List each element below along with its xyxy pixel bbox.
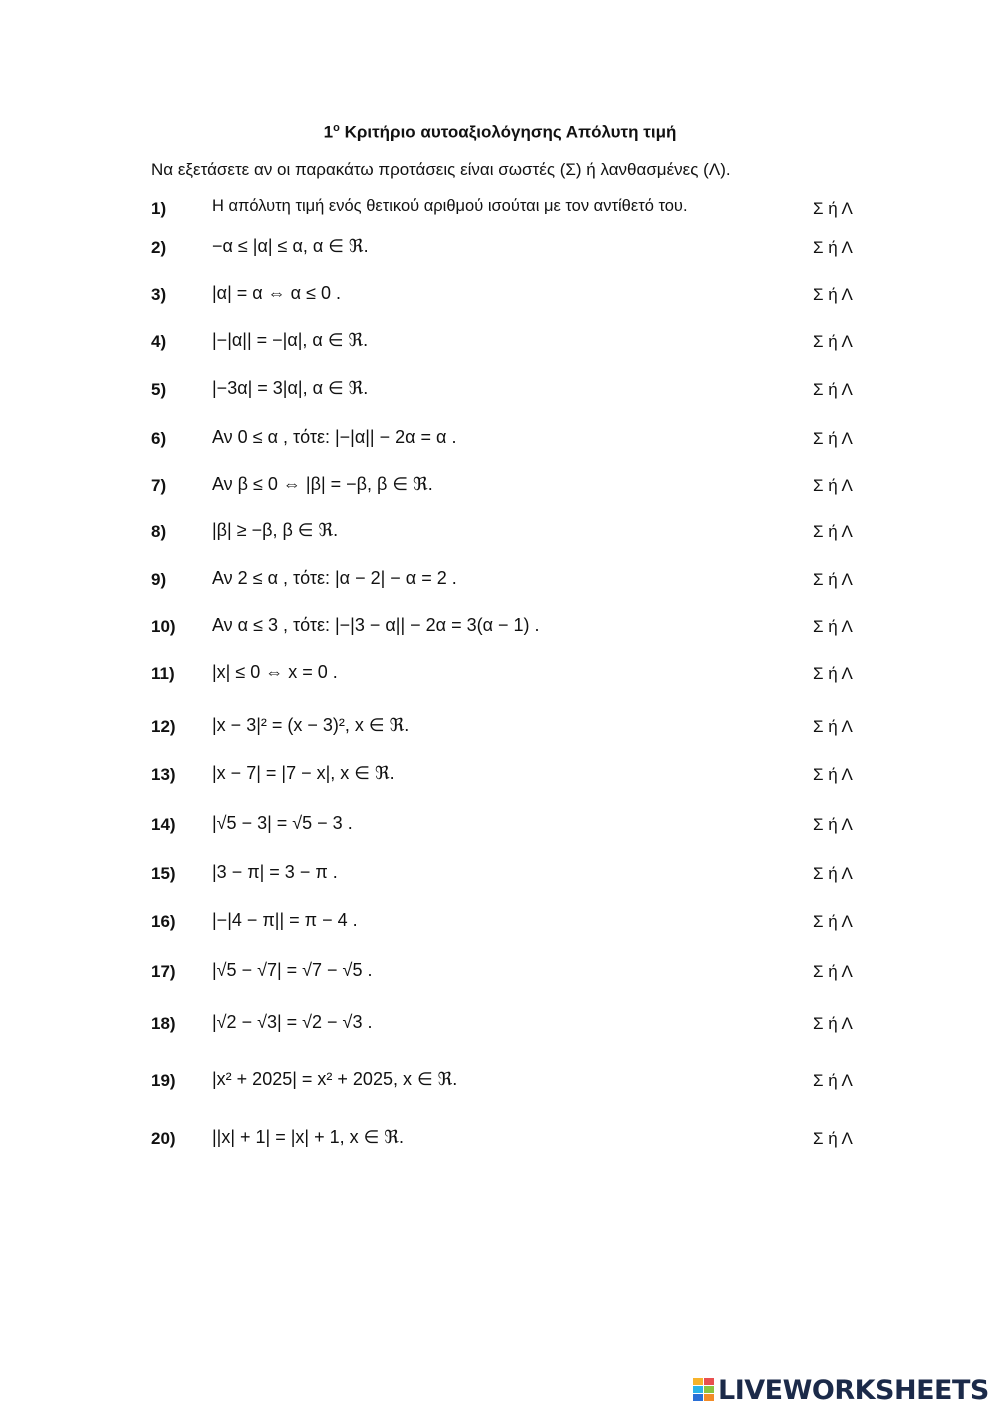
statement-row [0, 859, 1000, 889]
statement-number: 16) [151, 912, 176, 931]
answer-choice[interactable]: Σ ή Λ [813, 962, 853, 981]
title-ordinal: ο [333, 122, 340, 134]
answer-choice[interactable]: Σ ή Λ [813, 199, 853, 218]
statement-text: |α| = α ⇔ α ≤ 0 . [212, 283, 341, 303]
statement-number: 7) [151, 476, 167, 495]
statement-text: |√5 − 3| = √5 − 3 . [212, 813, 353, 833]
statement-number: 3) [151, 285, 167, 304]
statement-text: |√2 − √3| = √2 − √3 . [212, 1012, 373, 1032]
answer-choice[interactable]: Σ ή Λ [813, 1014, 853, 1033]
statement-number: 18) [151, 1014, 176, 1033]
answer-choice[interactable]: Σ ή Λ [813, 570, 853, 589]
statement-number: 20) [151, 1129, 176, 1148]
answer-choice[interactable]: Σ ή Λ [813, 864, 853, 883]
statement-row [0, 517, 1000, 547]
answer-choice[interactable]: Σ ή Λ [813, 1071, 853, 1090]
title-text: Κριτήριο αυτοαξιολόγησης Απόλυτη τιμή [339, 122, 677, 142]
statement-number: 13) [151, 765, 176, 784]
statement-text: |3 − π| = 3 − π . [212, 862, 338, 882]
answer-choice[interactable]: Σ ή Λ [813, 664, 853, 683]
statement-text: |x − 3|² = (x − 3)², x ∈ ℜ. [212, 715, 410, 735]
statement-text: Αν 0 ≤ α , τότε: |−|α|| − 2α = α . [212, 427, 457, 447]
statement-text: |β| ≥ −β, β ∈ ℜ. [212, 520, 339, 540]
answer-choice[interactable]: Σ ή Λ [813, 815, 853, 834]
statement-number: 6) [151, 429, 167, 448]
answer-choice[interactable]: Σ ή Λ [813, 765, 853, 784]
statement-text: |x − 7| = |7 − x|, x ∈ ℜ. [212, 763, 395, 783]
answer-choice[interactable]: Σ ή Λ [813, 285, 853, 304]
statement-row [0, 612, 1000, 642]
statement-text: |−3α| = 3|α|, α ∈ ℜ. [212, 378, 369, 398]
statement-number: 14) [151, 815, 176, 834]
statement-row [0, 712, 1000, 742]
statement-number: 1) [151, 199, 167, 218]
statement-number: 11) [151, 664, 175, 683]
statement-row [0, 760, 1000, 790]
statement-text: |√5 − √7| = √7 − √5 . [212, 960, 373, 980]
answer-choice[interactable]: Σ ή Λ [813, 912, 853, 931]
statement-number: 17) [151, 962, 176, 981]
statement-text: |−|α|| = −|α|, α ∈ ℜ. [212, 330, 369, 350]
statement-number: 4) [151, 332, 167, 351]
liveworksheets-logo-icon [693, 1378, 715, 1402]
statement-row [0, 1124, 1000, 1154]
answer-choice[interactable]: Σ ή Λ [813, 617, 853, 636]
statement-number: 12) [151, 717, 176, 736]
statement-number: 9) [151, 570, 167, 589]
statement-row [0, 471, 1000, 501]
statement-row [0, 810, 1000, 840]
statement-number: 5) [151, 380, 167, 399]
statement-row [0, 1066, 1000, 1096]
statement-text: ||x| + 1| = |x| + 1, x ∈ ℜ. [212, 1127, 404, 1147]
statement-row [0, 565, 1000, 595]
answer-choice[interactable]: Σ ή Λ [813, 1129, 853, 1148]
statement-number: 8) [151, 522, 167, 541]
statement-number: 19) [151, 1071, 176, 1090]
footer-logo [693, 1374, 989, 1406]
statement-text: |x| ≤ 0 ⇔ x = 0 . [212, 662, 338, 682]
statement-row [0, 1009, 1000, 1039]
answer-choice[interactable]: Σ ή Λ [813, 476, 853, 495]
statement-number: 15) [151, 864, 176, 883]
statement-row [0, 194, 1000, 224]
answer-choice[interactable]: Σ ή Λ [813, 380, 853, 399]
statement-text: Αν β ≤ 0 ⇔ |β| = −β, β ∈ ℜ. [212, 474, 433, 494]
statement-row [0, 375, 1000, 405]
statement-row [0, 424, 1000, 454]
answer-choice[interactable]: Σ ή Λ [813, 429, 853, 448]
statement-text: |−|4 − π|| = π − 4 . [212, 910, 358, 930]
answer-choice[interactable]: Σ ή Λ [813, 717, 853, 736]
statement-text: −α ≤ |α| ≤ α, α ∈ ℜ. [212, 236, 369, 256]
statement-number: 10) [151, 617, 176, 636]
statement-text: Η απόλυτη τιμή ενός θετικού αριθμού ισούται με τον αντίθετό του. [212, 197, 688, 215]
logo-text: LIVEWORKSHEETS [718, 1374, 989, 1406]
statement-row [0, 233, 1000, 263]
answer-choice[interactable]: Σ ή Λ [813, 238, 853, 257]
statement-row [0, 957, 1000, 987]
statement-text: Αν 2 ≤ α , τότε: |α − 2| − α = 2 . [212, 568, 457, 588]
statement-text: Αν α ≤ 3 , τότε: |−|3 − α|| − 2α = 3(α − 1) . [212, 615, 540, 635]
title-number: 1 [323, 122, 334, 142]
statement-number: 2) [151, 238, 167, 257]
answer-choice[interactable]: Σ ή Λ [813, 332, 853, 351]
instructions: Να εξετάσετε αν οι παρακάτω προτάσεις είναι σωστές (Σ) ή λανθασμένες (Λ). [151, 160, 731, 179]
statement-text: |x² + 2025| = x² + 2025, x ∈ ℜ. [212, 1069, 458, 1089]
statement-row [0, 327, 1000, 357]
answer-choice[interactable]: Σ ή Λ [813, 522, 853, 541]
statement-row [0, 280, 1000, 310]
statement-row [0, 907, 1000, 937]
statement-row [0, 659, 1000, 689]
page-title [0, 122, 1000, 143]
